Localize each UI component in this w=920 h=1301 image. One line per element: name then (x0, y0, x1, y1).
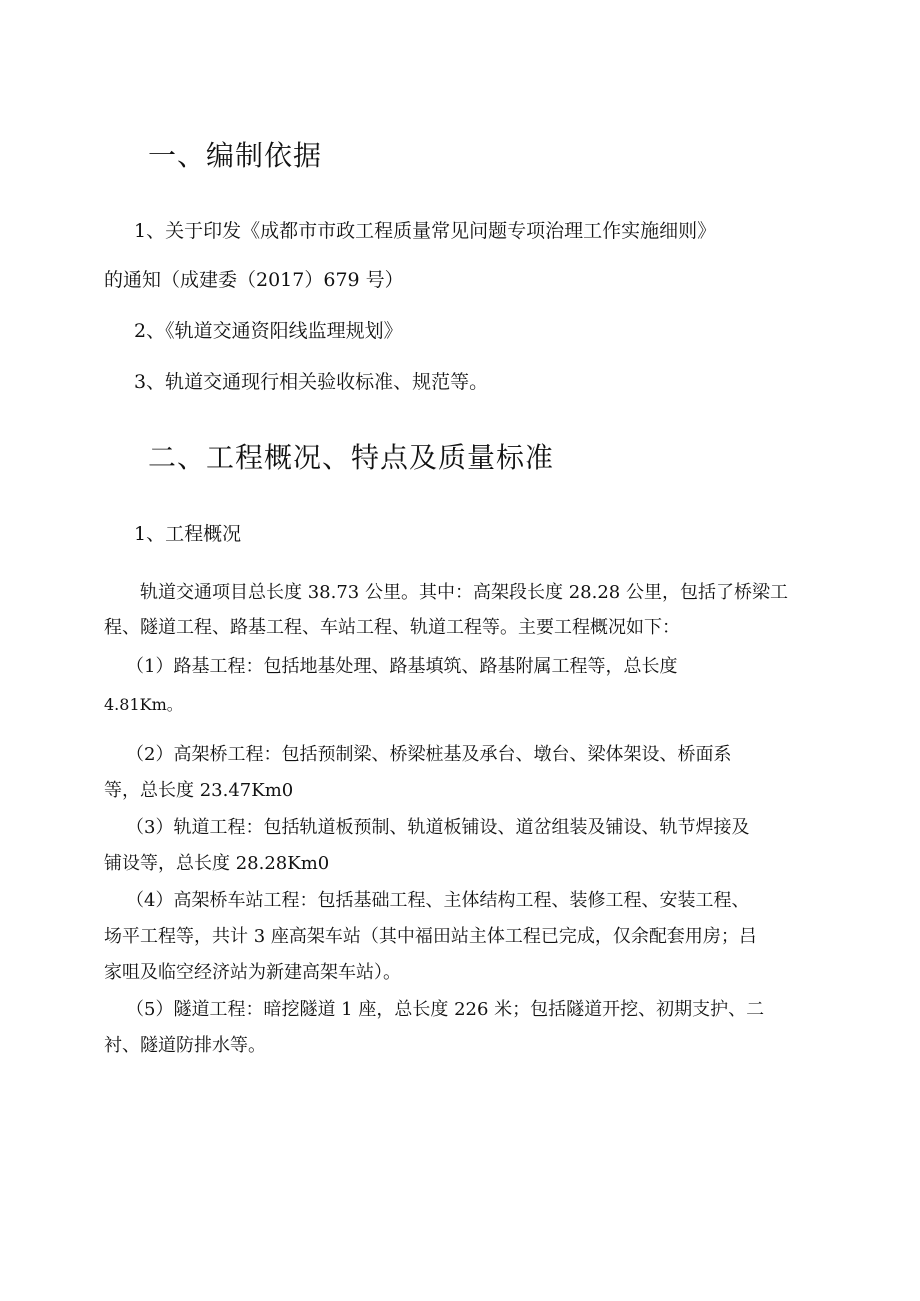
basis-item-3: 3、轨道交通现行相关验收标准、规范等。 (134, 371, 489, 393)
overview-subheading: 1、工程概况 (134, 523, 242, 545)
section1-title: 一、编制依据 (148, 139, 323, 172)
overview-intro-line-1: 轨道交通项目总长度 38.73 公里。其中：高架段长度 28.28 公里，包括了桥梁工 (140, 582, 788, 603)
overview-item-4-line-3: 家咀及临空经济站为新建高架车站）。 (104, 962, 401, 983)
overview-item-1-line-2: 4.81Km。 (104, 695, 183, 714)
basis-item-2: 2、《轨道交通资阳线监理规划》 (134, 320, 403, 342)
overview-intro-line-2: 程、隧道工程、路基工程、车站工程、轨道工程等。主要工程概况如下： (104, 617, 680, 638)
overview-item-2-line-2: 等，总长度 23.47Km0 (104, 780, 294, 801)
overview-item-4-line-1: （4）高架桥车站工程：包括基础工程、主体结构工程、装修工程、安装工程、 (126, 890, 750, 911)
basis-item-1-line-2: 的通知（成建委（2017）679 号） (104, 269, 404, 291)
overview-item-1-line-1: （1）路基工程：包括地基处理、路基填筑、路基附属工程等，总长度 (126, 656, 678, 677)
section2-title: 二、工程概况、特点及质量标准 (148, 441, 555, 474)
overview-item-4-line-2: 场平工程等，共计 3 座高架车站（其中福田站主体工程已完成，仅余配套用房；吕 (104, 926, 757, 947)
overview-item-3-line-2: 铺设等，总长度 28.28Km0 (104, 853, 330, 874)
overview-item-2-line-1: （2）高架桥工程：包括预制梁、桥梁桩基及承台、墩台、梁体架设、桥面系 (126, 744, 732, 765)
overview-item-5-line-1: （5）隧道工程：暗挖隧道 1 座，总长度 226 米；包括隧道开挖、初期支护、二 (126, 999, 765, 1020)
overview-item-3-line-1: （3）轨道工程：包括轨道板预制、轨道板铺设、道岔组装及铺设、轨节焊接及 (126, 817, 750, 838)
overview-item-5-line-2: 衬、隧道防排水等。 (104, 1035, 266, 1056)
basis-item-1-line-1: 1、关于印发《成都市市政工程质量常见问题专项治理工作实施细则》 (134, 220, 717, 242)
